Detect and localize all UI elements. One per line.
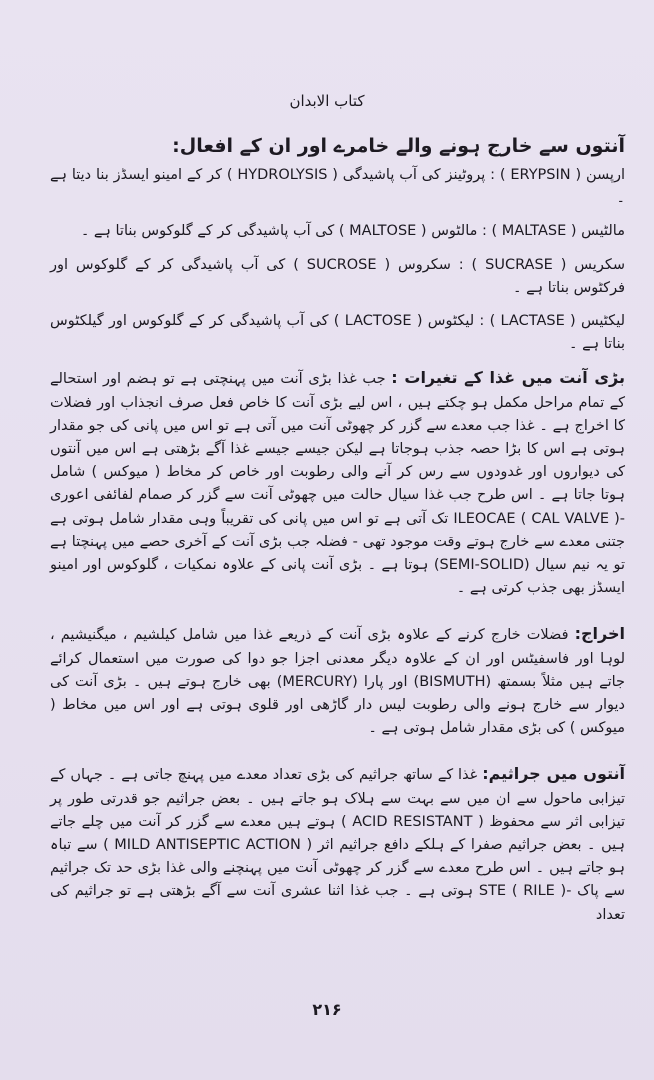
section-heading-bacteria: آنتوں میں جراثیم: xyxy=(482,764,626,784)
running-header: کتاب الابدان xyxy=(289,92,365,110)
section-heading-large-intestine: بڑی آنت میں غذا کے تغیرات : xyxy=(391,368,625,388)
enzyme-sucrase: سکریس ( SUCRASE ) : سکروس ( SUCROSE ) کی آب پاشیدگی کر کے گلوکوس اور فرکٹوس بناتا ہے ۔ xyxy=(50,256,625,296)
paragraph-excretion xyxy=(50,622,625,740)
page-body xyxy=(50,130,625,927)
paragraph-bacteria xyxy=(50,762,625,926)
large-intestine-text: جب غذا بڑی آنت میں پہنچتی ہے تو ہضم اور استحالے کے تمام مراحل مکمل ہو چکتے ہیں ، اس لیے بڑی آنت کا خاص فعل صرف انجذاب اور فضلات کا اخراج ہے ۔ غذا جب معدے سے گزر کر چھوٹی آنت میں آتی ہے تو اس میں پانی کی جو مقدار ہوتی ہے اس کا بڑا حصہ جذب ہوجاتا ہے لیکن جیسے جیسے غذا آگے بڑھتی ہے اس میں آنتوں کی دیواروں اور غدودوں سے رس کر آنے والی رطوبت اور خاص کر مخاط ( میوکس ) شامل ہوتا جاتا ہے ۔ اس طرح جب غذا سیال حالت میں چھوٹی آنت سے گزر کر صمام لفائفی اعوری -ILEOCAE ( CAL VALVE ) تک آتی ہے تو اس میں پانی کی تقریباً وہی مقدار شامل ہوتی ہے جتنی معدے سے خارج ہوتے وقت موجود تھی - فضلہ جب بڑی آنت کے آخری حصے میں پہنچتا ہے تو یہ نیم سیال (SEMI-SOLID) ہوتا ہے ۔ بڑی آنت پانی کے علاوہ نمکیات ، گلوکوس اور امینو ایسڈز بھی جذب کرتی ہے ۔ xyxy=(50,371,625,597)
page-number: ۲۱۶ xyxy=(312,1000,342,1019)
enzyme-lactase: لیکٹیس ( LACTASE ) : لیکٹوس ( LACTOSE ) کی آب پاشیدگی کر کے گلوکوس اور گیلکٹوس بناتا ہے ۔ xyxy=(50,313,625,353)
section-heading-excretion: اخراج: xyxy=(574,624,625,644)
excretion-text: فضلات خارج کرنے کے علاوہ بڑی آنت کے ذریعے غذا میں شامل کیلشیم ، میگنیشیم ، لوہا اور فاسفیٹس اور ان کے علاوہ دیگر معدنی اجزا جو دوا کی صورت میں استعمال کرائے جاتے ہیں مثلاً بسمتھ (BISMUTH) اور پارا (MERCURY) بھی خارج ہوتے ہیں ۔ بڑی آنت کی دیوار سے خارج ہونے والی رطوبت لیس دار گاڑھی اور قلوی ہوتی ہے اور اس میں مخاط ( میوکس ) کی بڑی مقدار شامل ہوتی ہے ۔ xyxy=(50,627,625,737)
enzyme-erypsin: ارپسن ( ERYPSIN ) : پروٹینز کی آب پاشیدگی ( HYDROLYSIS ) کر کے امینو ایسڈز بنا دیتا ہے ۔ xyxy=(50,167,625,207)
bacteria-text: غذا کے ساتھ جراثیم کی بڑی تعداد معدے میں پہنچ جاتی ہے ۔ جہاں کے تیزابی ماحول سے ان میں سے بہت سے ہلاک ہو جاتے ہیں ۔ بعض جراثیم جو قدرتی طور پر تیزابی اثر سے محفوظ ( ACID RESISTANT ) ہوتے ہیں معدے سے گزر کر آنت میں چلے جاتے ہیں ۔ بعض جراثیم صفرا کے ہلکے دافع جراثیم اثر ( MILD ANTISEPTIC ACTION ) سے تباہ ہو جاتے ہیں ۔ اس طرح معدے سے گزر کر چھوٹی آنت میں پہنچنے والی غذا بڑی حد تک جراثیم سے پاک -STE ( RILE ) ہوتی ہے ۔ جب غذا اثنا عشری آنت سے آگے بڑھتی ہے تو جراثیم کی تعداد xyxy=(50,767,625,923)
section-heading-enzymes: آنتوں سے خارج ہونے والے خامرے اور ان کے افعال: xyxy=(172,135,625,157)
enzyme-maltase: مالٹیس ( MALTASE ) : مالٹوس ( MALTOSE ) کی آب پاشیدگی کر کے گلوکوس بناتا ہے ۔ xyxy=(80,223,625,240)
paragraph-large-intestine xyxy=(50,366,625,600)
